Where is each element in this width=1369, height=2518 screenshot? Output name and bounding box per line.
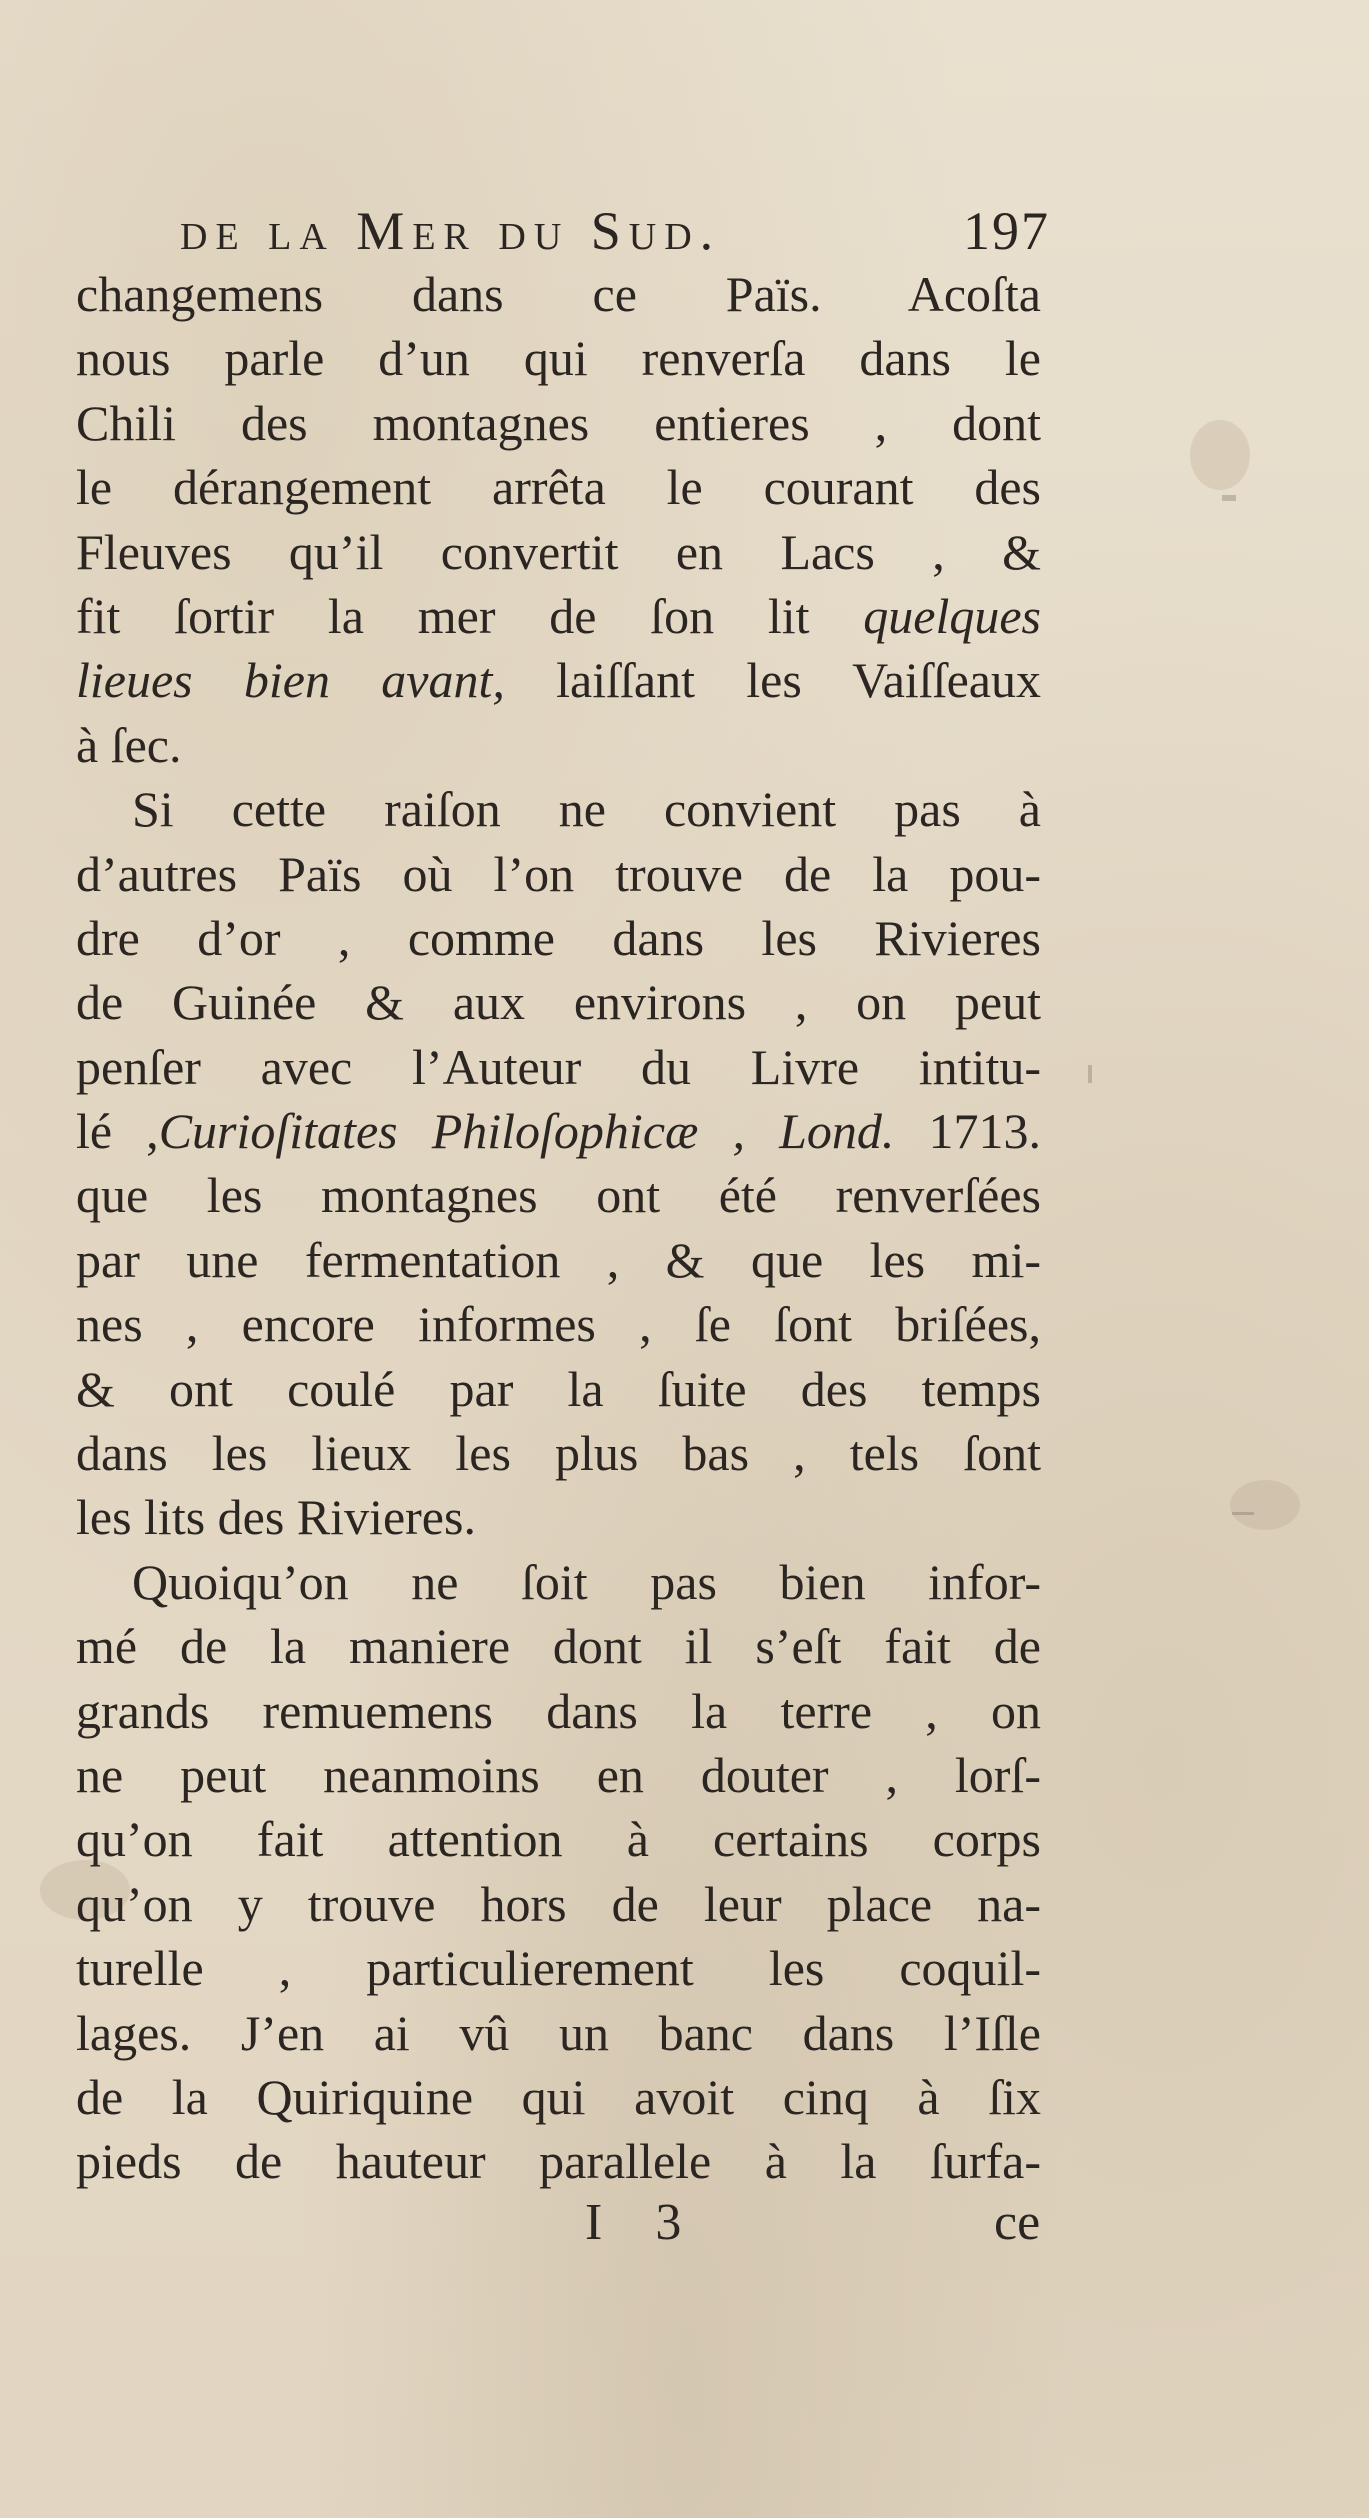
text-line: de la Quiriquine qui avoit cinq à ſix: [76, 2068, 1041, 2125]
text-line: penſer avec l’Auteur du Livre intitu-: [76, 1038, 1041, 1095]
text-line: nes , encore informes , ſe ſont briſées,: [76, 1296, 1041, 1353]
paper-mark: [1232, 1512, 1254, 1515]
text-body: [76, 262, 1041, 2194]
paragraph-3: [76, 1550, 1041, 2194]
text-line: qu’on fait attention à certains corps: [76, 1811, 1041, 1868]
text-line: mé de la maniere dont il s’eſt fait de: [76, 1618, 1041, 1675]
text-line: à ſec.: [76, 716, 182, 773]
italic-text: Curioſitates Philoſophicæ ,: [158, 1103, 745, 1160]
italic-text: lieues bien avant,: [76, 652, 505, 709]
text-line: Quoiqu’on ne ſoit pas bien infor-: [132, 1553, 1041, 1610]
text-line: de Guinée & aux environs , on peut: [76, 974, 1041, 1031]
text-line: lages. J’en ai vû un banc dans l’Iſle: [76, 2004, 1041, 2061]
page-header: [180, 196, 1050, 266]
paper-stain: [1230, 1480, 1300, 1530]
text-line: pieds de hauteur parallele à la ſurfa-: [76, 2133, 1041, 2190]
text-line: nous parle d’un qui renverſa dans le: [76, 330, 1041, 387]
paper-stain: [1190, 420, 1250, 490]
italic-text: quelques: [863, 587, 1041, 644]
text-line: dans les lieux les plus bas , tels ſont: [76, 1425, 1041, 1482]
paragraph-1: [76, 262, 1041, 777]
page-number: 197: [963, 201, 1050, 261]
text-line: que les montagnes ont été renverſées: [76, 1167, 1041, 1224]
paper-mark: [1088, 1065, 1092, 1083]
text-line: turelle , particulierement les coquil-: [76, 1940, 1041, 1997]
text-line: [76, 648, 1041, 712]
signature-mark: I 3: [585, 2194, 702, 2251]
paragraph-2: [76, 777, 1041, 1550]
text-line: [76, 1099, 1041, 1163]
text-line: les lits des Rivieres.: [76, 1489, 476, 1546]
paper-mark: [1222, 495, 1236, 501]
page-footer: [0, 2188, 1369, 2258]
text-line: [76, 584, 1041, 648]
text-line: & ont coulé par la ſuite des temps: [76, 1360, 1041, 1417]
text-line: Fleuves qu’il convertit en Lacs , &: [76, 523, 1041, 580]
text-line: ne peut neanmoins en douter , lorſ-: [76, 1746, 1041, 1803]
text-line: Chili des montagnes entieres , dont: [76, 394, 1041, 451]
catchword: ce: [994, 2194, 1041, 2251]
text-line: le dérangement arrêta le courant des: [76, 459, 1041, 516]
italic-text: Lond.: [779, 1103, 895, 1160]
text-line: changemens dans ce Païs. Acoſta: [76, 266, 1041, 322]
text-line: Si cette raiſon ne convient pas à: [132, 781, 1041, 838]
text-run: fit ſortir la mer de ſon lit: [76, 587, 810, 644]
text-line: qu’on y trouve hors de leur place na-: [76, 1875, 1041, 1932]
text-run: laiſſant les Vaiſſeaux: [556, 652, 1041, 709]
text-line: d’autres Païs où l’on trouve de la pou-: [76, 845, 1041, 902]
text-run: 1713.: [928, 1103, 1041, 1160]
text-run: lé ,: [76, 1103, 159, 1160]
text-line: dre d’or , comme dans les Rivieres: [76, 909, 1041, 966]
text-line: par une fermentation , & que les mi-: [76, 1231, 1041, 1288]
running-head: de la Mer du Sud.: [180, 201, 722, 261]
text-line: grands remuemens dans la terre , on: [76, 1682, 1041, 1739]
